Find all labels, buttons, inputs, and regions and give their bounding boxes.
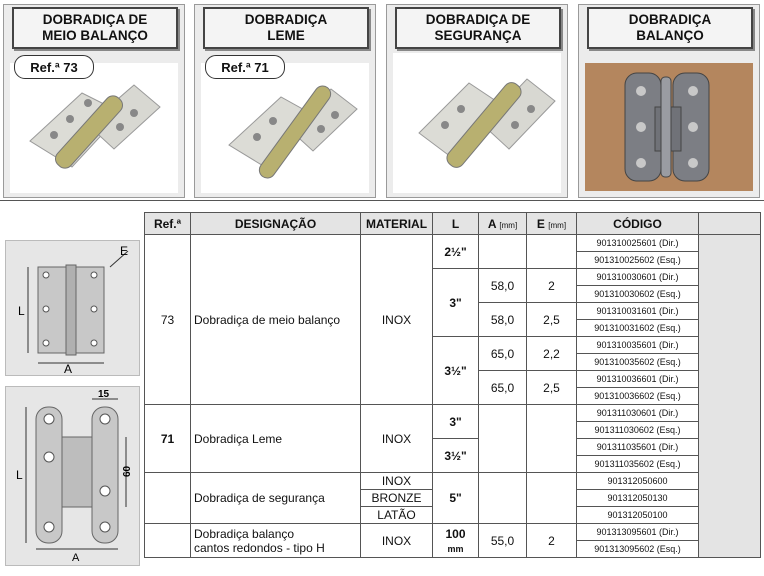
hinge-drawing — [6, 241, 139, 375]
col-material: MATERIAL — [361, 213, 433, 235]
label-e: E — [120, 244, 129, 258]
cell-ref: 71 — [145, 405, 191, 473]
cell-material: INOX — [361, 405, 433, 473]
hinge-photo — [393, 53, 561, 193]
cell-e: 2,2 — [527, 337, 577, 371]
cell-e — [527, 235, 577, 269]
cell-designacao: Dobradiça de meio balanço — [191, 235, 361, 405]
cell-l: 100 mm — [433, 524, 479, 558]
cell-e: 2 — [527, 524, 577, 558]
hinge-image — [393, 53, 561, 193]
hinge-image — [585, 63, 753, 191]
table-row — [145, 524, 761, 541]
col-l: L — [433, 213, 479, 235]
table-row — [145, 473, 761, 490]
hinge-image — [201, 63, 369, 193]
diagram-meio-balanco — [5, 240, 140, 376]
cell-e — [527, 473, 577, 524]
cell-designacao: Dobradiça de segurança — [191, 473, 361, 524]
cell-code: 901311035601 (Dir.) — [577, 439, 699, 456]
spec-table — [144, 212, 761, 558]
hinge-photo — [585, 63, 753, 191]
hinge-image — [10, 63, 178, 193]
col-ref: Ref.ª — [145, 213, 191, 235]
col-extra — [699, 213, 761, 235]
col-codigo: CÓDIGO — [577, 213, 699, 235]
cell-e — [527, 405, 577, 473]
cell-designacao: Dobradiça balanço cantos redondos - tipo H — [191, 524, 361, 558]
cell-code: 901310025602 (Esq.) — [577, 252, 699, 269]
cell-a: 55,0 — [479, 524, 527, 558]
hinge-photo — [201, 63, 369, 193]
cell-material: INOX — [361, 473, 433, 490]
cell-code: 901310031602 (Esq.) — [577, 320, 699, 337]
cell-a — [479, 405, 527, 473]
table-header-row — [145, 213, 761, 235]
cell-code: 901310031601 (Dir.) — [577, 303, 699, 320]
label-a: A — [64, 362, 73, 375]
cell-ref — [145, 473, 191, 524]
cell-a: 65,0 — [479, 371, 527, 405]
col-e: E [mm] — [527, 213, 577, 235]
cell-code: 901311030602 (Esq.) — [577, 422, 699, 439]
col-designacao: DESIGNAÇÃO — [191, 213, 361, 235]
cell-designacao: Dobradiça Leme — [191, 405, 361, 473]
cell-code: 901312050600 — [577, 473, 699, 490]
cell-extra — [699, 235, 761, 558]
ref-badge: Ref.ª 71 — [205, 55, 285, 79]
cell-l: 5" — [433, 473, 479, 524]
cell-code: 901310030601 (Dir.) — [577, 269, 699, 286]
label-l: L — [16, 468, 23, 482]
cell-a — [479, 473, 527, 524]
panel-seguranca — [386, 4, 568, 198]
cell-material: BRONZE — [361, 490, 433, 507]
cell-e: 2 — [527, 269, 577, 303]
diagram-balanco — [5, 386, 140, 566]
panel-title: DOBRADIÇA BALANÇO — [587, 7, 753, 49]
cell-l: 3½" — [433, 439, 479, 473]
panel-meio-balanco — [3, 4, 185, 198]
cell-l: 3" — [433, 405, 479, 439]
label-l: L — [18, 304, 25, 318]
col-a: A [mm] — [479, 213, 527, 235]
cell-material: INOX — [361, 524, 433, 558]
cell-ref — [145, 524, 191, 558]
cell-l: 2½" — [433, 235, 479, 269]
cell-l: 3" — [433, 269, 479, 337]
cell-ref: 73 — [145, 235, 191, 405]
table-row — [145, 405, 761, 422]
panel-title: DOBRADIÇA DE SEGURANÇA — [395, 7, 561, 49]
table-row — [145, 235, 761, 252]
cell-a: 58,0 — [479, 303, 527, 337]
cell-a: 58,0 — [479, 269, 527, 303]
cell-code: 901313095602 (Esq.) — [577, 541, 699, 558]
cell-e: 2,5 — [527, 303, 577, 337]
cell-material: INOX — [361, 235, 433, 405]
cell-code: 901310025601 (Dir.) — [577, 235, 699, 252]
panel-balanco — [578, 4, 760, 198]
cell-l: 3½" — [433, 337, 479, 405]
cell-a: 65,0 — [479, 337, 527, 371]
cell-material: LATÃO — [361, 507, 433, 524]
cell-e: 2,5 — [527, 371, 577, 405]
cell-code: 901311035602 (Esq.) — [577, 456, 699, 473]
hinge-drawing — [6, 387, 139, 565]
cell-code: 901311030601 (Dir.) — [577, 405, 699, 422]
cell-a — [479, 235, 527, 269]
cell-code: 901310030602 (Esq.) — [577, 286, 699, 303]
cell-code: 901310036602 (Esq.) — [577, 388, 699, 405]
hinge-photo — [10, 63, 178, 193]
cell-code: 901312050130 — [577, 490, 699, 507]
label-15: 15 — [98, 389, 110, 400]
cell-code: 901310035602 (Esq.) — [577, 354, 699, 371]
cell-code: 901313095601 (Dir.) — [577, 524, 699, 541]
label-60: 60 — [122, 465, 133, 477]
panel-leme — [194, 4, 376, 198]
cell-code: 901310035601 (Dir.) — [577, 337, 699, 354]
panel-title: DOBRADIÇA LEME — [203, 7, 369, 49]
cell-code: 901310036601 (Dir.) — [577, 371, 699, 388]
separator-line — [0, 200, 764, 201]
ref-badge: Ref.ª 73 — [14, 55, 94, 79]
cell-code: 901312050100 — [577, 507, 699, 524]
label-a: A — [72, 552, 80, 564]
panel-title: DOBRADIÇA DE MEIO BALANÇO — [12, 7, 178, 49]
